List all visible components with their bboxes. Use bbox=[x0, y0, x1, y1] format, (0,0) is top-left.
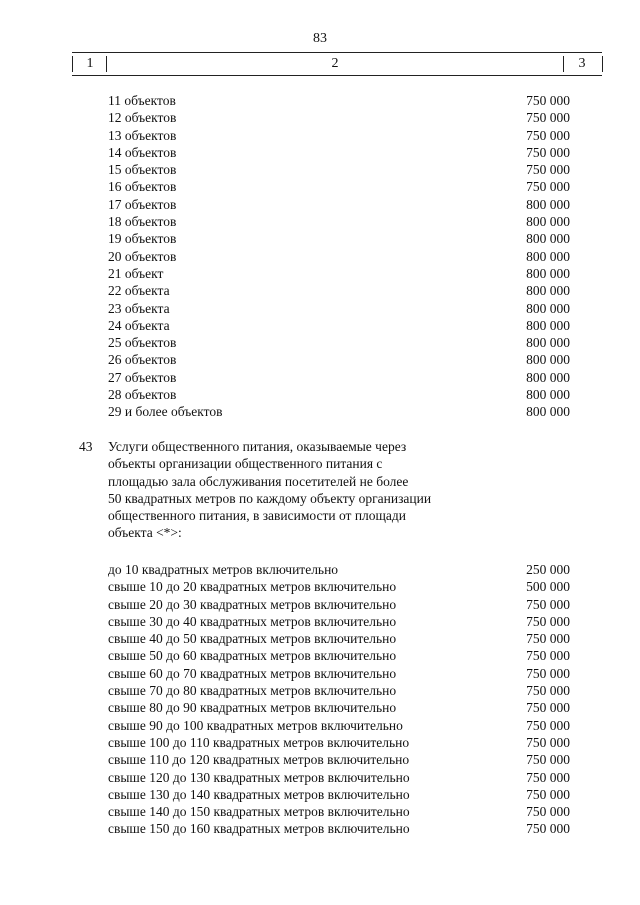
section-number: 43 bbox=[79, 439, 93, 454]
row-label: 20 объектов bbox=[108, 248, 177, 264]
row-value: 750 000 bbox=[526, 631, 570, 647]
table-row bbox=[0, 127, 640, 144]
row-value: 750 000 bbox=[526, 162, 570, 178]
section-line: общественного питания, в зависимости от площади bbox=[108, 508, 407, 524]
area-range-list bbox=[0, 561, 640, 838]
table-row bbox=[0, 334, 640, 351]
row-value: 800 000 bbox=[526, 369, 570, 385]
row-value: 800 000 bbox=[526, 404, 570, 420]
row-label: 12 объектов bbox=[108, 110, 177, 126]
table-row bbox=[0, 734, 640, 751]
column-header-row bbox=[72, 52, 602, 76]
section-description bbox=[108, 438, 508, 542]
row-value: 750 000 bbox=[526, 804, 570, 820]
row-label: 26 объектов bbox=[108, 352, 177, 368]
row-label: до 10 квадратных метров включительно bbox=[108, 562, 339, 577]
row-value: 750 000 bbox=[526, 717, 570, 733]
row-label: свыше 40 до 50 квадратных метров включительно bbox=[108, 631, 397, 647]
section-line: площадью зала обслуживания посетителей не более bbox=[108, 473, 409, 489]
table-row bbox=[0, 300, 640, 317]
table-row bbox=[0, 196, 640, 213]
row-value: 750 000 bbox=[526, 613, 570, 629]
row-label: 19 объектов bbox=[108, 231, 177, 247]
table-row bbox=[0, 717, 640, 734]
table-row bbox=[0, 109, 640, 126]
row-label: 18 объектов bbox=[108, 214, 177, 230]
table-row bbox=[0, 213, 640, 230]
section-line: 50 квадратных метров по каждому объекту организации bbox=[108, 490, 432, 506]
row-value: 750 000 bbox=[526, 93, 570, 108]
table-row bbox=[0, 820, 640, 837]
table-row bbox=[0, 230, 640, 247]
row-value: 750 000 bbox=[526, 665, 570, 681]
row-value: 800 000 bbox=[526, 265, 570, 281]
row-value: 750 000 bbox=[526, 596, 570, 612]
row-value: 800 000 bbox=[526, 387, 570, 403]
row-label: 28 объектов bbox=[108, 387, 177, 403]
table-row bbox=[0, 803, 640, 820]
section-line: объекта <*>: bbox=[108, 525, 182, 541]
row-value: 800 000 bbox=[526, 214, 570, 230]
table-row bbox=[0, 317, 640, 334]
row-label: свыше 120 до 130 квадратных метров включительно bbox=[108, 769, 410, 785]
table-row bbox=[0, 178, 640, 195]
table-row bbox=[0, 561, 640, 578]
row-label: свыше 150 до 160 квадратных метров включительно bbox=[108, 821, 410, 837]
table-row bbox=[0, 403, 640, 420]
table-row bbox=[0, 351, 640, 368]
column-header-2: 2 bbox=[106, 56, 564, 72]
row-value: 800 000 bbox=[526, 335, 570, 351]
table-row bbox=[0, 613, 640, 630]
row-label: 29 и более объектов bbox=[108, 404, 223, 420]
table-row bbox=[0, 282, 640, 299]
row-label: 11 объектов bbox=[108, 93, 176, 108]
table-row bbox=[0, 369, 640, 386]
table-row bbox=[0, 751, 640, 768]
row-label: свыше 20 до 30 квадратных метров включительно bbox=[108, 596, 397, 612]
row-value: 750 000 bbox=[526, 648, 570, 664]
row-label: свыше 110 до 120 квадратных метров включительно bbox=[108, 752, 410, 768]
table-row bbox=[0, 248, 640, 265]
table-row bbox=[0, 92, 640, 109]
section-line: Услуги общественного питания, оказываемые через bbox=[108, 439, 407, 454]
table-row bbox=[0, 265, 640, 282]
table-row bbox=[0, 647, 640, 664]
row-value: 800 000 bbox=[526, 283, 570, 299]
table-row bbox=[0, 786, 640, 803]
section-line: объекты организации общественного питания с bbox=[108, 456, 383, 472]
row-value: 750 000 bbox=[526, 786, 570, 802]
row-value: 750 000 bbox=[526, 144, 570, 160]
row-value: 800 000 bbox=[526, 352, 570, 368]
column-header-1: 1 bbox=[72, 56, 107, 72]
row-label: свыше 80 до 90 квадратных метров включительно bbox=[108, 700, 397, 716]
row-label: 24 объекта bbox=[108, 317, 170, 333]
row-label: 25 объектов bbox=[108, 335, 177, 351]
row-label: свыше 30 до 40 квадратных метров включительно bbox=[108, 613, 397, 629]
table-row bbox=[0, 578, 640, 595]
row-value: 750 000 bbox=[526, 683, 570, 699]
table-row bbox=[0, 682, 640, 699]
row-label: 17 объектов bbox=[108, 196, 177, 212]
objects-count-list bbox=[0, 92, 640, 421]
row-label: 23 объекта bbox=[108, 300, 170, 316]
row-value: 750 000 bbox=[526, 734, 570, 750]
row-value: 800 000 bbox=[526, 317, 570, 333]
row-label: свыше 60 до 70 квадратных метров включительно bbox=[108, 665, 397, 681]
table-row bbox=[0, 699, 640, 716]
table-row bbox=[0, 630, 640, 647]
row-label: 22 объекта bbox=[108, 283, 170, 299]
row-label: 27 объектов bbox=[108, 369, 177, 385]
row-label: 14 объектов bbox=[108, 144, 177, 160]
row-label: 21 объект bbox=[108, 265, 164, 281]
row-value: 750 000 bbox=[526, 127, 570, 143]
row-label: свыше 130 до 140 квадратных метров включительно bbox=[108, 786, 410, 802]
table-row bbox=[0, 386, 640, 403]
table-row bbox=[0, 596, 640, 613]
page-number: 83 bbox=[313, 31, 327, 46]
table-row bbox=[0, 161, 640, 178]
row-label: свыше 10 до 20 квадратных метров включительно bbox=[108, 579, 397, 595]
row-value: 800 000 bbox=[526, 196, 570, 212]
row-value: 250 000 bbox=[526, 562, 570, 577]
column-header-3: 3 bbox=[562, 56, 603, 72]
table-row bbox=[0, 144, 640, 161]
row-label: свыше 90 до 100 квадратных метров включительно bbox=[108, 717, 403, 733]
row-value: 800 000 bbox=[526, 231, 570, 247]
row-value: 750 000 bbox=[526, 821, 570, 837]
row-value: 800 000 bbox=[526, 300, 570, 316]
row-label: 15 объектов bbox=[108, 162, 177, 178]
table-row bbox=[0, 665, 640, 682]
row-value: 800 000 bbox=[526, 248, 570, 264]
table-row bbox=[0, 769, 640, 786]
row-value: 750 000 bbox=[526, 700, 570, 716]
row-label: свыше 140 до 150 квадратных метров включительно bbox=[108, 804, 410, 820]
row-value: 750 000 bbox=[526, 752, 570, 768]
row-label: свыше 50 до 60 квадратных метров включительно bbox=[108, 648, 397, 664]
row-value: 750 000 bbox=[526, 179, 570, 195]
row-value: 750 000 bbox=[526, 110, 570, 126]
row-value: 750 000 bbox=[526, 769, 570, 785]
row-label: свыше 70 до 80 квадратных метров включительно bbox=[108, 683, 397, 699]
row-value: 500 000 bbox=[526, 579, 570, 595]
row-label: 13 объектов bbox=[108, 127, 177, 143]
row-label: 16 объектов bbox=[108, 179, 177, 195]
row-label: свыше 100 до 110 квадратных метров включительно bbox=[108, 734, 410, 750]
